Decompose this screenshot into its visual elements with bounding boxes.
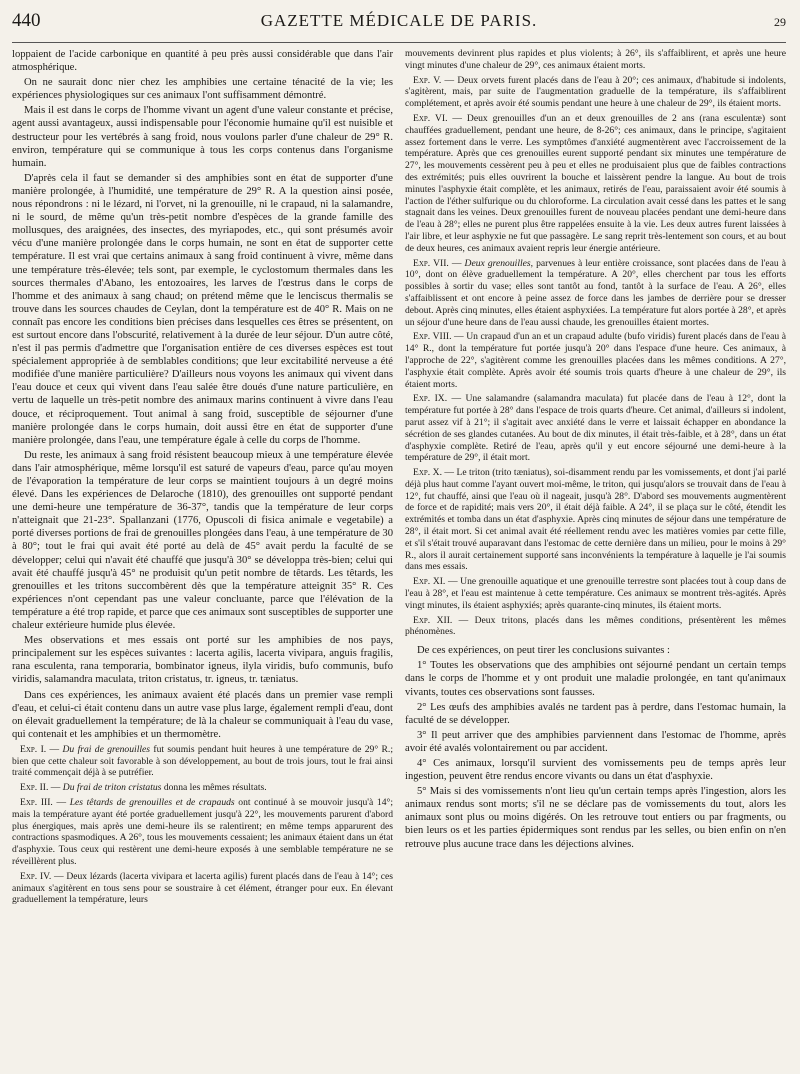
experiment-entry: Exp. II. — Du frai de triton cristatus donna les mêmes résultats. xyxy=(20,782,267,794)
experiment-text: parvenues à leur entière croissance, sont placées dans de l'eau à 10°, dont on élève graduellement la température. A 20°, elles cherchent par tous les efforts possibles à sortir du vase; elles sont tantôt au fond, tantôt à la surface de l'eau. A 26°, elles s'affaiblissent et ont encore à peine assez de force dans les jambes de derrière pour se dresser debout. Après cinq minutes, elles étaient asphyxiées. La température fut alors portée à 28°, et après un séjour d'une heure dans de l'eau aussi chaude, les grenouilles étaient mortes. xyxy=(405,257,786,328)
experiment-text: fut soumis pendant huit heures à une température de 29° R.; bien que cette chaleur soit favorable à son développement, au bout de trois jours, tout le frai ainsi traité commençait déjà à se putréfier. xyxy=(12,743,393,779)
right-column xyxy=(405,48,786,1066)
experiment-entry: Exp. X. — Le triton (trito tæniatus), soi-disamment rendu par les vomissements, et dont j'ai parlé déjà plus haut comme l'ayant ouvert moi-même, le triton, qui jusqu'alors se trouvait dans de l'eau à 12°, fut chauffé, ainsi que l'eau où il nageait, jusqu'à 28°. D'abord ses mouvements augmentèrent de force et de rapidité; mais vers 20°, il était déjà faible. A 24°, il se plaça sur le côté, étendit les extrémités et tomba dans un état d'asphyxie. Après cinq minutes de séjour dans une température de 28°, il était mort. Si cet animal avait été réellement rendu avec les matières vomies par cette fille, et s'il s'était trouvé auparavant dans l'estomac de cette dernière dans un milieu, pour le moins à 29° R., alors il aurait certainement supporté sans inconvénients la température à laquelle je l'ai soumis dans mes essais. xyxy=(405,467,786,573)
experiment-title: Les têtards de grenouilles et de crapauds xyxy=(69,797,235,809)
experiment-label: Exp. I. xyxy=(20,743,47,755)
page-number: 440 xyxy=(12,10,41,31)
experiment-label: Exp. III. xyxy=(20,797,53,809)
paragraph: On ne saurait donc nier chez les amphibies une certaine ténacité de la vie; les expériences physiologiques sur ces animaux l'ont suffisamment démontré. xyxy=(12,77,393,102)
experiment-label: Exp. V. xyxy=(413,74,442,86)
experiment-text: ont continué à se mouvoir jusqu'à 14°; mais la température ayant été portée graduellement jusqu'à 22°, les mouvements parurent d'abord plus énergiques, mais après une demi-heure ils se ralentirent; en même temps apparurent des contractions spasmodiques. A 26°, tous les mouvements cessaient; les animaux étaient dans un état d'asphyxie. Tous ceux qui restèrent une demi-heure exposés à une semblable température ne se réveillèrent plus. xyxy=(12,797,393,868)
experiment-label: Exp. VI. xyxy=(413,112,448,124)
page-header xyxy=(12,10,786,43)
conclusion-item: 5° Mais si des vomissements n'ont lieu qu'un certain temps après l'ingestion, alors les animaux rendus sont morts; s'il ne se déclare pas de vomissements du tout, alors les animaux sont plus ou moins digérés. On les retrouve tout entiers ou par fragments, ou bien leurs os et les parties épidermiques sont rendus par les selles, ou bien enfin on n'en retrouve plus aucune trace dans les déjections alvines. xyxy=(405,786,786,850)
experiment-label: Exp. X. xyxy=(413,467,442,479)
conclusion-item: 3° Il peut arriver que des amphibies parviennent dans l'estomac de l'homme, après avoir été avalés volontairement ou par accident. xyxy=(405,729,786,754)
text-columns xyxy=(12,48,786,1066)
experiment-entry: Exp. XI. — Une grenouille aquatique et une grenouille terrestre sont placées tout à coup dans de l'eau à 28°, et l'eau est maintenue à cette température. Ces animaux se montrent très-agités. Après vingt minutes, ils étaient asphyxiés; après quarante-cinq minutes, ils étaient morts. xyxy=(405,576,786,611)
experiment-text: Deux grenouilles d'un an et deux grenouilles de 2 ans (rana esculentæ) sont chauffées graduellement, pendant une heure, de 8-26°; ces animaux, dans le principe, s'agitaient assez fortement dans le verre. Les symptômes d'anxiété augmentèrent avec l'accroissement de la température. Après que ces grenouilles eurent supporté pendant six minutes une température de 27°, les mouvements cessèrent peu à peu et elles ne produisaient plus que de faibles contractions des extrémités; puis elles ouvrirent la bouche et laissèrent pendre la langue. Au bout de trois minutes l'asphyxie était complète, et les animaux, retirés de l'eau, paraissaient avoir été soumis à l'action de l'éther sulfurique ou du chloroforme. La circulation avait cessé dans les pattes et le sang stagnait dans les veines. Deux grenouilles furent de nouveau placées pendant une demi-heure dans de l'eau à 28°; elles ne purent plus être rappelées ensuite à la vie. Les deux autres furent laissées à l'air libre, et leur asphyxie ne fut que passagère. Le sang reprit très-lentement son cours, et au bout de deux heures, ces animaux avaient repris leur énergie antérieure. xyxy=(405,112,786,254)
paragraph: Dans ces expériences, les animaux avaient été placés dans un premier vase rempli d'eau, et celui-ci était contenu dans un autre vase plus large, également rempli d'eau, dont on élevait graduellement la température; de là la chaleur se communiquait à l'eau du vase, qui contenait et les amphibies et un thermomètre. xyxy=(12,689,393,740)
experiment-entry: Exp. III. — Les têtards de grenouilles et de crapauds ont continué à se mouvoir jusqu'à 14°; mais la température ayant été portée graduellement jusqu'à 22°, les mouvements parurent d'abord plus énergiques, mais après une demi-heure ils se ralentirent; en même temps apparurent des contractions spasmodiques. A 26°, tous les mouvements cessaient; les animaux étaient dans un état d'asphyxie. Tous ceux qui restèrent une demi-heure exposés à une semblable température ne se réveillèrent plus. xyxy=(12,797,393,868)
experiment-text: Une grenouille aquatique et une grenouille terrestre sont placées tout à coup dans de l'eau à 28°, et l'eau est maintenue à cette température. Ces animaux se montrent très-agités. Après vingt minutes, ils étaient asphyxiés; après quarante-cinq minutes, ils étaient morts. xyxy=(405,576,786,611)
experiment-title: Du frai de triton cristatus xyxy=(62,782,162,794)
journal-title: GAZETTE MÉDICALE DE PARIS. xyxy=(260,11,538,30)
paragraph: Du reste, les animaux à sang froid résistent beaucoup mieux à une température élevée dans l'air atmosphérique, même lorsqu'il est saturé de vapeurs d'eau, parce qu'au moyen de l'évaporation la température de leur corps se maintient toujours à un degré moins élevé. Dans les expériences de Delaroche (1810), des grenouilles ont supporté pendant une demi-heure une température de 36-37°, tandis que la température de leur corps n'atteignait que 21-23°. Spallanzani (1776, Opuscoli di fisica animale e vegetabile) a porté diverses portions de frai de grenouilles plongées dans l'eau, à une température de 30 à 80°; tout le frai qui avait été porté au delà de 45° avait perdu la faculté de se développer; celui qui n'avait été chauffé que jusqu'à 30° se développa très-bien; celui qui avait été chauffé jusqu'à 45° ne produisit qu'un petit nombre de têtards. Les têtards, les grenouilles et les tritons succombèrent dès que la température atteignit 35° R. Ces expériences n'ont cependant pas une valeur concluante, parce que l'élévation de la température a été trop rapide, et parce que ces animaux sont susceptibles de supporter une chaleur extérieure humide plus élevée. xyxy=(12,449,393,632)
experiment-entry: Exp. VIII. — Un crapaud d'un an et un crapaud adulte (bufo viridis) furent placés dans de l'eau à 14° R., dont la température fut portée jusqu'à 20° dans l'espace d'une heure. Ces animaux, à l'approche de 22°, s'agitèrent comme les grenouilles placées dans les mêmes conditions. A 27°, l'asphyxie était complète. Après avoir été soumis trois quarts d'heure à une chaleur de 29°, ils étaient morts. xyxy=(405,331,786,390)
experiment-label: Exp. IX. xyxy=(413,393,448,405)
paragraph: Mes observations et mes essais ont porté sur les amphibies de nos pays, principalement sur les espèces suivantes : lacerta agilis, lacerta vivipara, anguis fragilis, rana esculenta, rana temporaria, bombinator igneus, ilyla viridis, bufo communis, bufo viridis, salamandra maculata, triton cristatus, tr. igneus, tr. tæniatus. xyxy=(12,635,393,686)
experiment-label: Exp. IV. xyxy=(20,870,52,882)
experiment-title: Deux grenouilles, xyxy=(464,257,534,269)
experiment-label: Exp. II. xyxy=(20,782,49,794)
experiment-label: Exp. VIII. xyxy=(413,331,452,343)
experiment-text: Deux tritons, placés dans les mêmes conditions, présentèrent les mêmes phénomènes. xyxy=(405,614,786,638)
left-column xyxy=(12,48,393,1066)
experiment-text: Un crapaud d'un an et un crapaud adulte (bufo viridis) furent placés dans de l'eau à 14° R., dont la température fut portée jusqu'à 20° dans l'espace d'une heure. Ces animaux, à l'approche de 22°, s'agitèrent comme les grenouilles placées dans les mêmes conditions. A 27°, l'asphyxie était complète. Après avoir été soumis trois quarts d'heure à une chaleur de 29°, ils étaient morts. xyxy=(405,331,786,390)
experiment-title: Du frai de grenouilles xyxy=(62,743,151,755)
experiment-entry: Exp. VI. — Deux grenouilles d'un an et deux grenouilles de 2 ans (rana esculentæ) sont chauffées graduellement, pendant une heure, de 8-26°; ces animaux, dans le principe, s'agitaient assez fortement dans le verre. Les symptômes d'anxiété augmentèrent avec l'accroissement de la température. Après que ces grenouilles eurent supporté pendant six minutes une température de 27°, les mouvements cessèrent peu à peu et elles ne produisaient plus que de faibles contractions des extrémités; puis elles ouvrirent la bouche et laissèrent pendre la langue. Au bout de trois minutes l'asphyxie était complète, et les animaux, retirés de l'eau, paraissaient avoir été soumis à l'action de l'éther sulfurique ou du chloroforme. La circulation avait cessé dans les pattes et le sang stagnait dans les veines. Deux grenouilles furent de nouveau placées pendant une demi-heure dans de l'eau à 28°; elles ne purent plus être rappelées ensuite à la vie. Les deux autres furent laissées à l'air libre, et leur asphyxie ne fut que passagère. Le sang reprit très-lentement son cours, et au bout de deux heures, ces animaux avaient repris leur énergie antérieure. xyxy=(405,112,786,254)
experiment-text: Deux orvets furent placés dans de l'eau à 20°; ces animaux, d'habitude si indolents, s'agitèrent, mais, par suite de l'augmentation graduelle de la température, ils s'affaiblirent complétement, et après avoir été soumis pendant une heure à une chaleur de 29°, ils étaient morts. xyxy=(405,74,786,110)
experiment-label: Exp. VII. xyxy=(413,257,449,269)
conclusion-item: 4° Ces animaux, lorsqu'il survient des vomissements peu de temps après leur ingestion, peuvent être rendus encore vivants ou dans un état d'asphyxie. xyxy=(405,758,786,783)
experiment-text: Le triton (trito tæniatus), soi-disamment rendu par les vomissements, et dont j'ai parlé déjà plus haut comme l'ayant ouvert moi-même, le triton, qui jusqu'alors se trouvait dans de l'eau à 12°, fut chauffé, ainsi que l'eau où il nageait, jusqu'à 28°. D'abord ses mouvements augmentèrent de force et de rapidité; mais vers 20°, il était déjà faible. A 24°, il se plaça sur le côté, étendit les extrémités et tomba dans un état d'asphyxie. Après cinq minutes de séjour dans une température de 28°, il était mort. Si cet animal avait été réellement rendu avec les matières vomies par cette fille, et s'il s'était trouvé auparavant dans l'estomac de cette dernière dans un milieu, pour le moins à 29° R., alors il aurait certainement supporté sans inconvénients la température à laquelle je l'ai soumis dans mes essais. xyxy=(405,467,786,573)
paragraph: D'après cela il faut se demander si des amphibies sont en état de supporter d'une manière prolongée, à l'humidité, une température de 29° R. A la question ainsi posée, nous répondrons : ni le lézard, ni l'orvet, ni la grenouille, ni le crapaud, ni la salamandre, ni le sourd, de même qu'un très-petit nombre d'espèces de la grande famille des mollusques, des araignées, des insectes, des myriapodes, etc., qui sont présumés avoir vécu d'une manière prolongée dans le corps humain, ne sont en état de supporter cette température. Il est vrai que certains animaux à sang froid continuent à vivre, même dans une température très-élevée; tels sont, par exemple, le cyclostomum thermales dans les sources thermales d'Abano, les entozoaires, les larves de l'œstrus dans le corps de l'homme et des animaux à sang chaud; on prétend même que le lenciscus thermalis se trouve dans les sources chaudes de Ceylan, dont la température est de 40° R. Mais on ne connaît pas encore les conditions bien précises dans lesquelles ces êtres se présentent, on est surtout encore dans l'obscurité, relativement à la durée de leur séjour. D'un autre côté, n'est il pas permis d'admettre que l'organisation entière de ces diverses espèces est tout spécialement appropriée à de semblables conditions; que leur excitabilité nerveuse a été modifiée d'une manière particulière? D'ailleurs nous voyons les animaux qui vivent dans l'eau douce et ceux qui vivent dans l'eau salée être doués d'une nature particulière, en vertu de laquelle un très-petit nombre des animaux marins continuent à vivre dans l'eau douce, et réciproquement. Tout animal à sang froid, susceptible de séjourner d'une manière prolongée dans le corps humain, doit aussi être en état de supporter d'une manière prolongée, dans l'eau, une température égale à celle du corps de l'homme. xyxy=(12,172,393,446)
experiment-text: donna les mêmes résultats. xyxy=(163,782,267,794)
experiment-entry: Exp. IV. — Deux lézards (lacerta vivipara et lacerta agilis) furent placés dans de l'eau à 14°; ces animaux s'agitèrent en tous sens pour se soustraire à cet élément, étranger pour eux. En élevant graduellement la température, leurs xyxy=(12,870,393,906)
paragraph: loppaient de l'acide carbonique en quantité à peu près aussi considérable que dans l'air atmosphérique. xyxy=(12,49,393,74)
experiment-entry: Exp. V. — Deux orvets furent placés dans de l'eau à 20°; ces animaux, d'habitude si indolents, s'agitèrent, mais, par suite de l'augmentation graduelle de la température, ils s'affaiblirent complétement, et après avoir été soumis pendant une heure à une chaleur de 29°, ils étaient morts. xyxy=(405,74,786,110)
conclusions-intro: De ces expériences, on peut tirer les conclusions suivantes : xyxy=(417,645,670,657)
paragraph: mouvements devinrent plus rapides et plus violents; à 26°, ils s'affaiblirent, et après une heure vingt minutes d'une chaleur de 29°, ces animaux étaient morts. xyxy=(405,48,786,71)
experiment-entry: Exp. XII. — Deux tritons, placés dans les mêmes conditions, présentèrent les mêmes phénomènes. xyxy=(405,614,786,638)
experiment-text: Deux lézards (lacerta vivipara et lacerta agilis) furent placés dans de l'eau à 14°; ces animaux s'agitèrent en tous sens pour se soustraire à cet élément, étranger pour eux. En élevant graduellement la température, leurs xyxy=(12,870,393,906)
experiment-entry: Exp. IX. — Une salamandre (salamandra maculata) fut placée dans de l'eau à 12°, dont la température fut portée à 28° dans l'espace de trois quarts d'heure. Cet animal, d'ailleurs si indolent, parut assez vif à 21°; il s'agitait avec anxiété dans le verre et laissait échapper en abondance la sécrétion de ses glandes cutanées. Au bout de dix minutes, il était très-faible, et à 28°, dans un état d'asphyxie complète. Retiré de l'eau, après qu'il y eut encore séjourné une demi-heure à la température de 29°, il était mort. xyxy=(405,393,786,464)
experiment-text: Une salamandre (salamandra maculata) fut placée dans de l'eau à 12°, dont la température fut portée à 28° dans l'espace de trois quarts d'heure. Cet animal, d'ailleurs si indolent, parut assez vif à 21°; il s'agitait avec anxiété dans le verre et laissait échapper en abondance la sécrétion de ses glandes cutanées. Au bout de dix minutes, il était très-faible, et à 28°, dans un état d'asphyxie complète. Retiré de l'eau, après qu'il y eut encore séjourné une demi-heure à la température de 29°, il était mort. xyxy=(405,393,786,464)
experiment-entry: Exp. VII. — Deux grenouilles, parvenues à leur entière croissance, sont placées dans de l'eau à 10°, dont on élève graduellement la température. A 20°, elles cherchent par tous les efforts possibles à sortir du vase; elles sont tantôt au fond, tantôt à la surface de l'eau. A 26°, elles s'affaiblissent et ont encore à peine assez de force dans les jambes de derrière pour se dresser debout. Après cinq minutes, elles étaient asphyxiées. La température fut alors portée à 28°, et après un séjour d'une heure dans de l'eau aussi chaude, les grenouilles étaient mortes. xyxy=(405,257,786,328)
experiment-label: Exp. XI. xyxy=(413,576,446,588)
experiment-label: Exp. XII. xyxy=(413,614,453,626)
paragraph: Mais il est dans le corps de l'homme vivant un agent d'une valeur constante et précise, agent aussi avantageux, aussi indispensable pour l'économie humaine qu'il est nuisible et destructeur pour les vertébrés à sang froid, nous voulons parler d'une chaleur de 29° R. environ, température qui se communique à tous les corps contenus dans l'organisme humain. xyxy=(12,105,393,169)
volume-number: 29 xyxy=(774,15,786,29)
conclusion-item: 1° Toutes les observations que des amphibies ont séjourné pendant un certain temps dans le corps de l'homme et y ont produit une maladie prolongée, en tant qu'animaux vivants, toutes ces observations sont fausses. xyxy=(405,660,786,698)
conclusion-item: 2° Les œufs des amphibies avalés ne tardent pas à perdre, dans l'estomac humain, la faculté de se développer. xyxy=(405,701,786,726)
experiment-entry: Exp. I. — Du frai de grenouilles fut soumis pendant huit heures à une température de 29° R.; bien que cette chaleur soit favorable à son développement, au bout de trois jours, tout le frai ainsi traité commençait déjà à se putréfier. xyxy=(12,743,393,779)
